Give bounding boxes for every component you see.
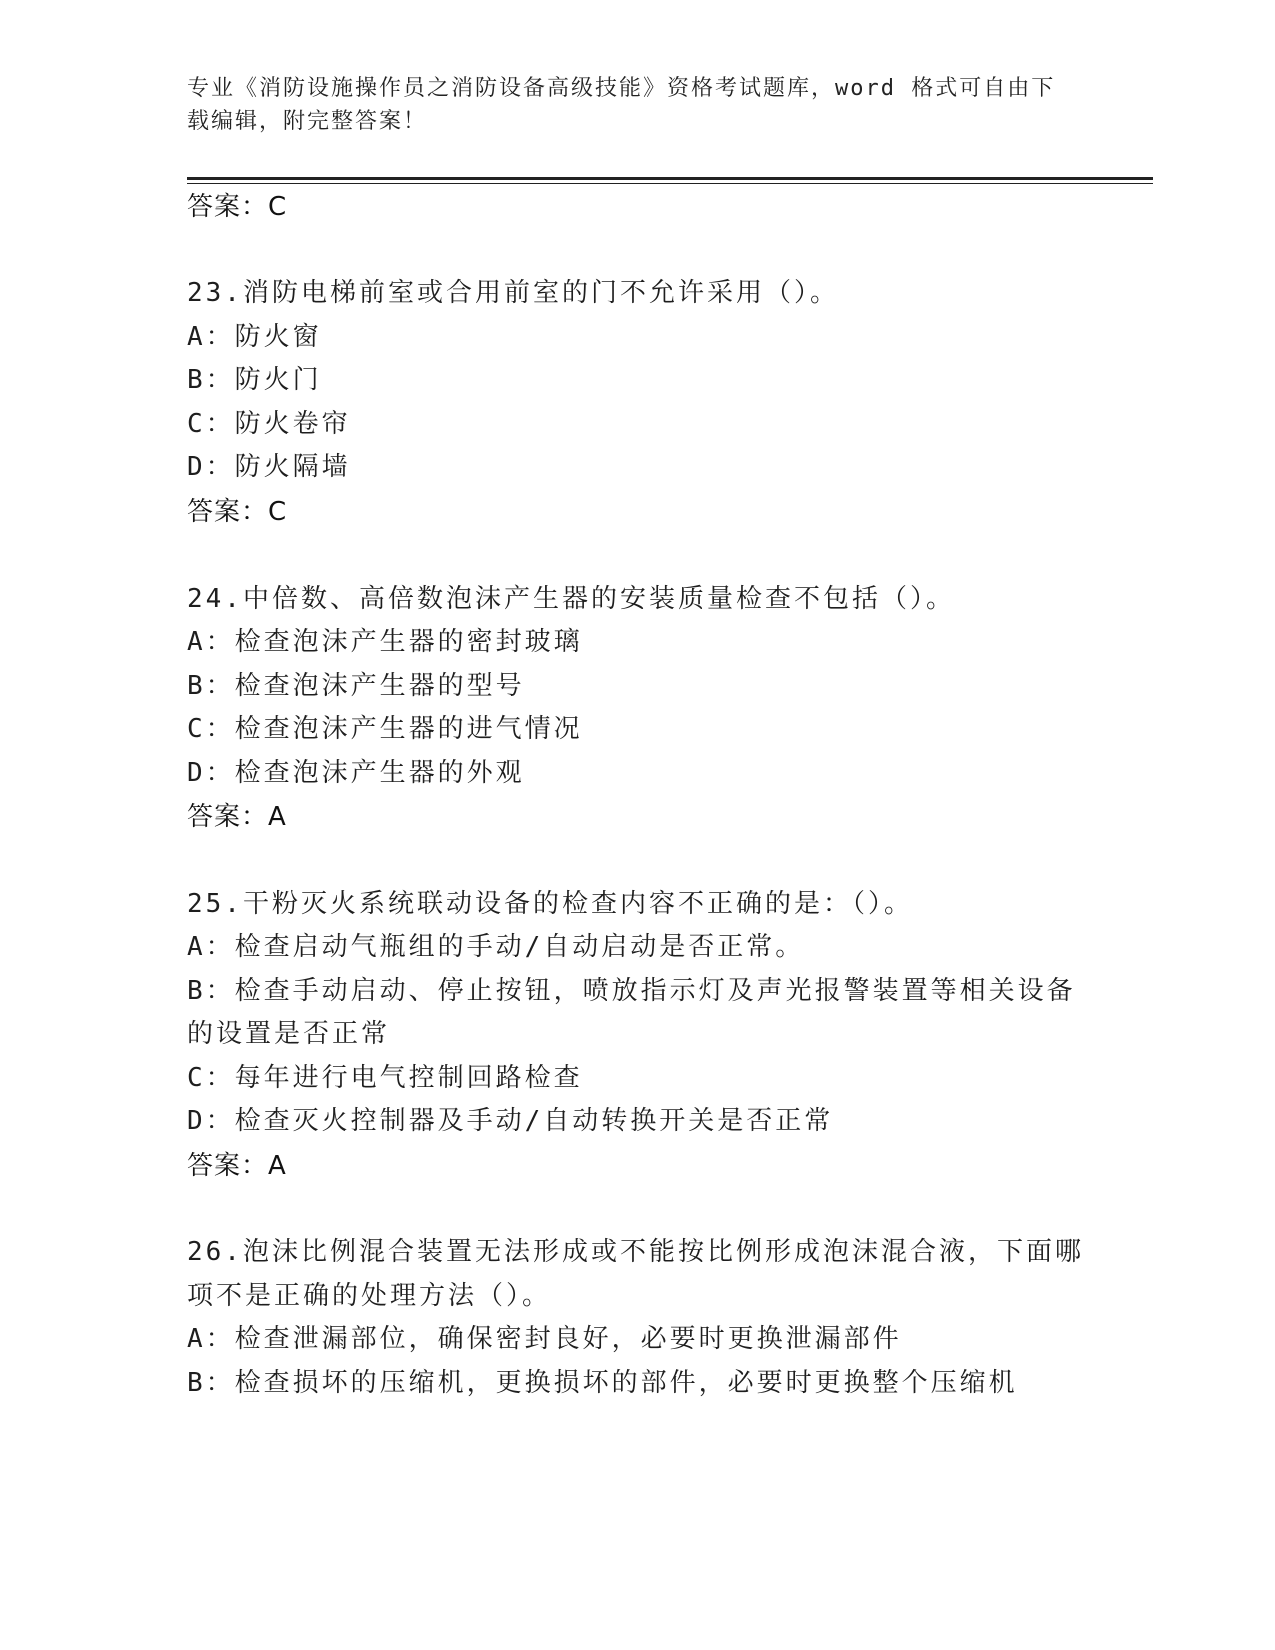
question-24-stem: 24.中倍数、高倍数泡沫产生器的安装质量检查不包括（）。 bbox=[187, 584, 955, 614]
question-23-option-a: A：防火窗 bbox=[187, 322, 322, 352]
previous-answer: 答案：C bbox=[187, 192, 288, 222]
question-25-option-b: B：检查手动启动、停止按钮，喷放指示灯及声光报警装置等相关设备 bbox=[187, 976, 1076, 1006]
question-25-option-b-cont: 的设置是否正常 bbox=[187, 1019, 391, 1049]
question-25-stem: 25.干粉灭火系统联动设备的检查内容不正确的是：（）。 bbox=[187, 889, 913, 919]
question-24-option-d: D：检查泡沫产生器的外观 bbox=[187, 758, 525, 788]
question-25-option-c: C：每年进行电气控制回路检查 bbox=[187, 1063, 583, 1093]
question-23-answer: 答案：C bbox=[187, 497, 288, 527]
header-rule-thick bbox=[187, 177, 1153, 180]
header-line-2: 载编辑，附完整答案！ bbox=[187, 109, 428, 134]
question-26-option-a: A：检查泄漏部位，确保密封良好，必要时更换泄漏部件 bbox=[187, 1324, 902, 1354]
question-23-option-b: B：防火门 bbox=[187, 365, 322, 395]
question-25-answer: 答案：A bbox=[187, 1151, 287, 1181]
question-23-option-c: C：防火卷帘 bbox=[187, 409, 351, 439]
header-rule-thin bbox=[187, 183, 1153, 184]
question-23-option-d: D：防火隔墙 bbox=[187, 452, 351, 482]
document-header bbox=[187, 72, 1067, 138]
question-26-option-b: B：检查损坏的压缩机，更换损坏的部件，必要时更换整个压缩机 bbox=[187, 1368, 1018, 1398]
question-25-option-a: A：检查启动气瓶组的手动/自动启动是否正常。 bbox=[187, 932, 805, 962]
question-24-option-c: C：检查泡沫产生器的进气情况 bbox=[187, 714, 583, 744]
question-25-option-d: D：检查灭火控制器及手动/自动转换开关是否正常 bbox=[187, 1106, 834, 1136]
question-24-answer: 答案：A bbox=[187, 802, 287, 832]
header-line-1: 专业《消防设施操作员之消防设备高级技能》资格考试题库，word 格式可自由下 bbox=[187, 76, 1056, 101]
question-23-stem: 23.消防电梯前室或合用前室的门不允许采用（）。 bbox=[187, 278, 839, 308]
question-24-option-a: A：检查泡沫产生器的密封玻璃 bbox=[187, 627, 583, 657]
question-26-stem: 26.泡沫比例混合装置无法形成或不能按比例形成泡沫混合液，下面哪 bbox=[187, 1237, 1084, 1267]
question-24-option-b: B：检查泡沫产生器的型号 bbox=[187, 671, 525, 701]
question-26-stem-cont: 项不是正确的处理方法（）。 bbox=[187, 1281, 552, 1311]
